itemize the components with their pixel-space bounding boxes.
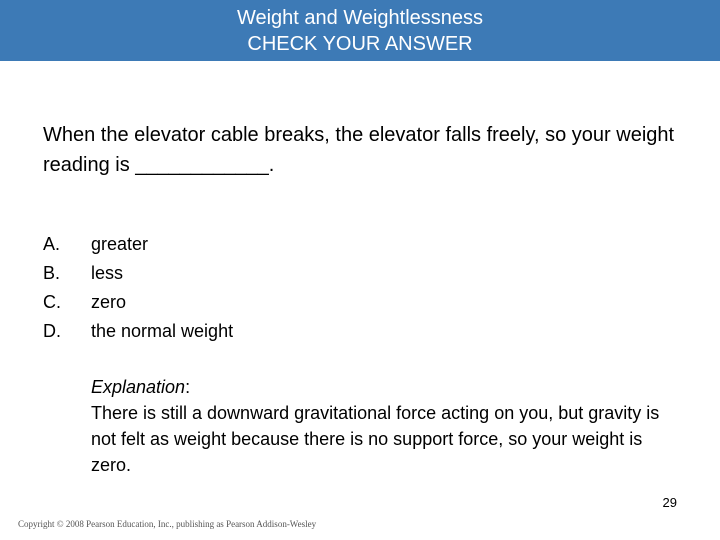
explanation-block [91, 374, 681, 478]
option-letter: B. [43, 263, 61, 283]
option-letter: C. [43, 292, 61, 312]
explanation-colon: : [185, 377, 191, 397]
option-letter: D. [43, 321, 61, 341]
option-text: the normal weight [91, 321, 234, 341]
explanation-label: Explanation [91, 377, 186, 397]
slide-subtitle: CHECK YOUR ANSWER [247, 33, 473, 55]
option-text: zero [91, 292, 127, 312]
explanation-heading [91, 374, 681, 400]
option-text: less [91, 263, 124, 283]
explanation-body: There is still a downward gravitational force acting on you, but gravity is not felt as weight because there is no support force, so your weight is zero. [91, 403, 660, 475]
option-letter: A. [43, 234, 61, 254]
slide-title: Weight and Weightlessness [236, 7, 484, 29]
option-text: greater [91, 234, 149, 254]
slide-header [0, 0, 720, 61]
copyright-notice: Copyright © 2008 Pearson Education, Inc., publishing as Pearson Addison-Wesley [18, 519, 317, 529]
question-text: When the elevator cable breaks, the elevator falls freely, so your weight reading is ____________. [43, 124, 675, 176]
page-number: 29 [662, 495, 677, 510]
